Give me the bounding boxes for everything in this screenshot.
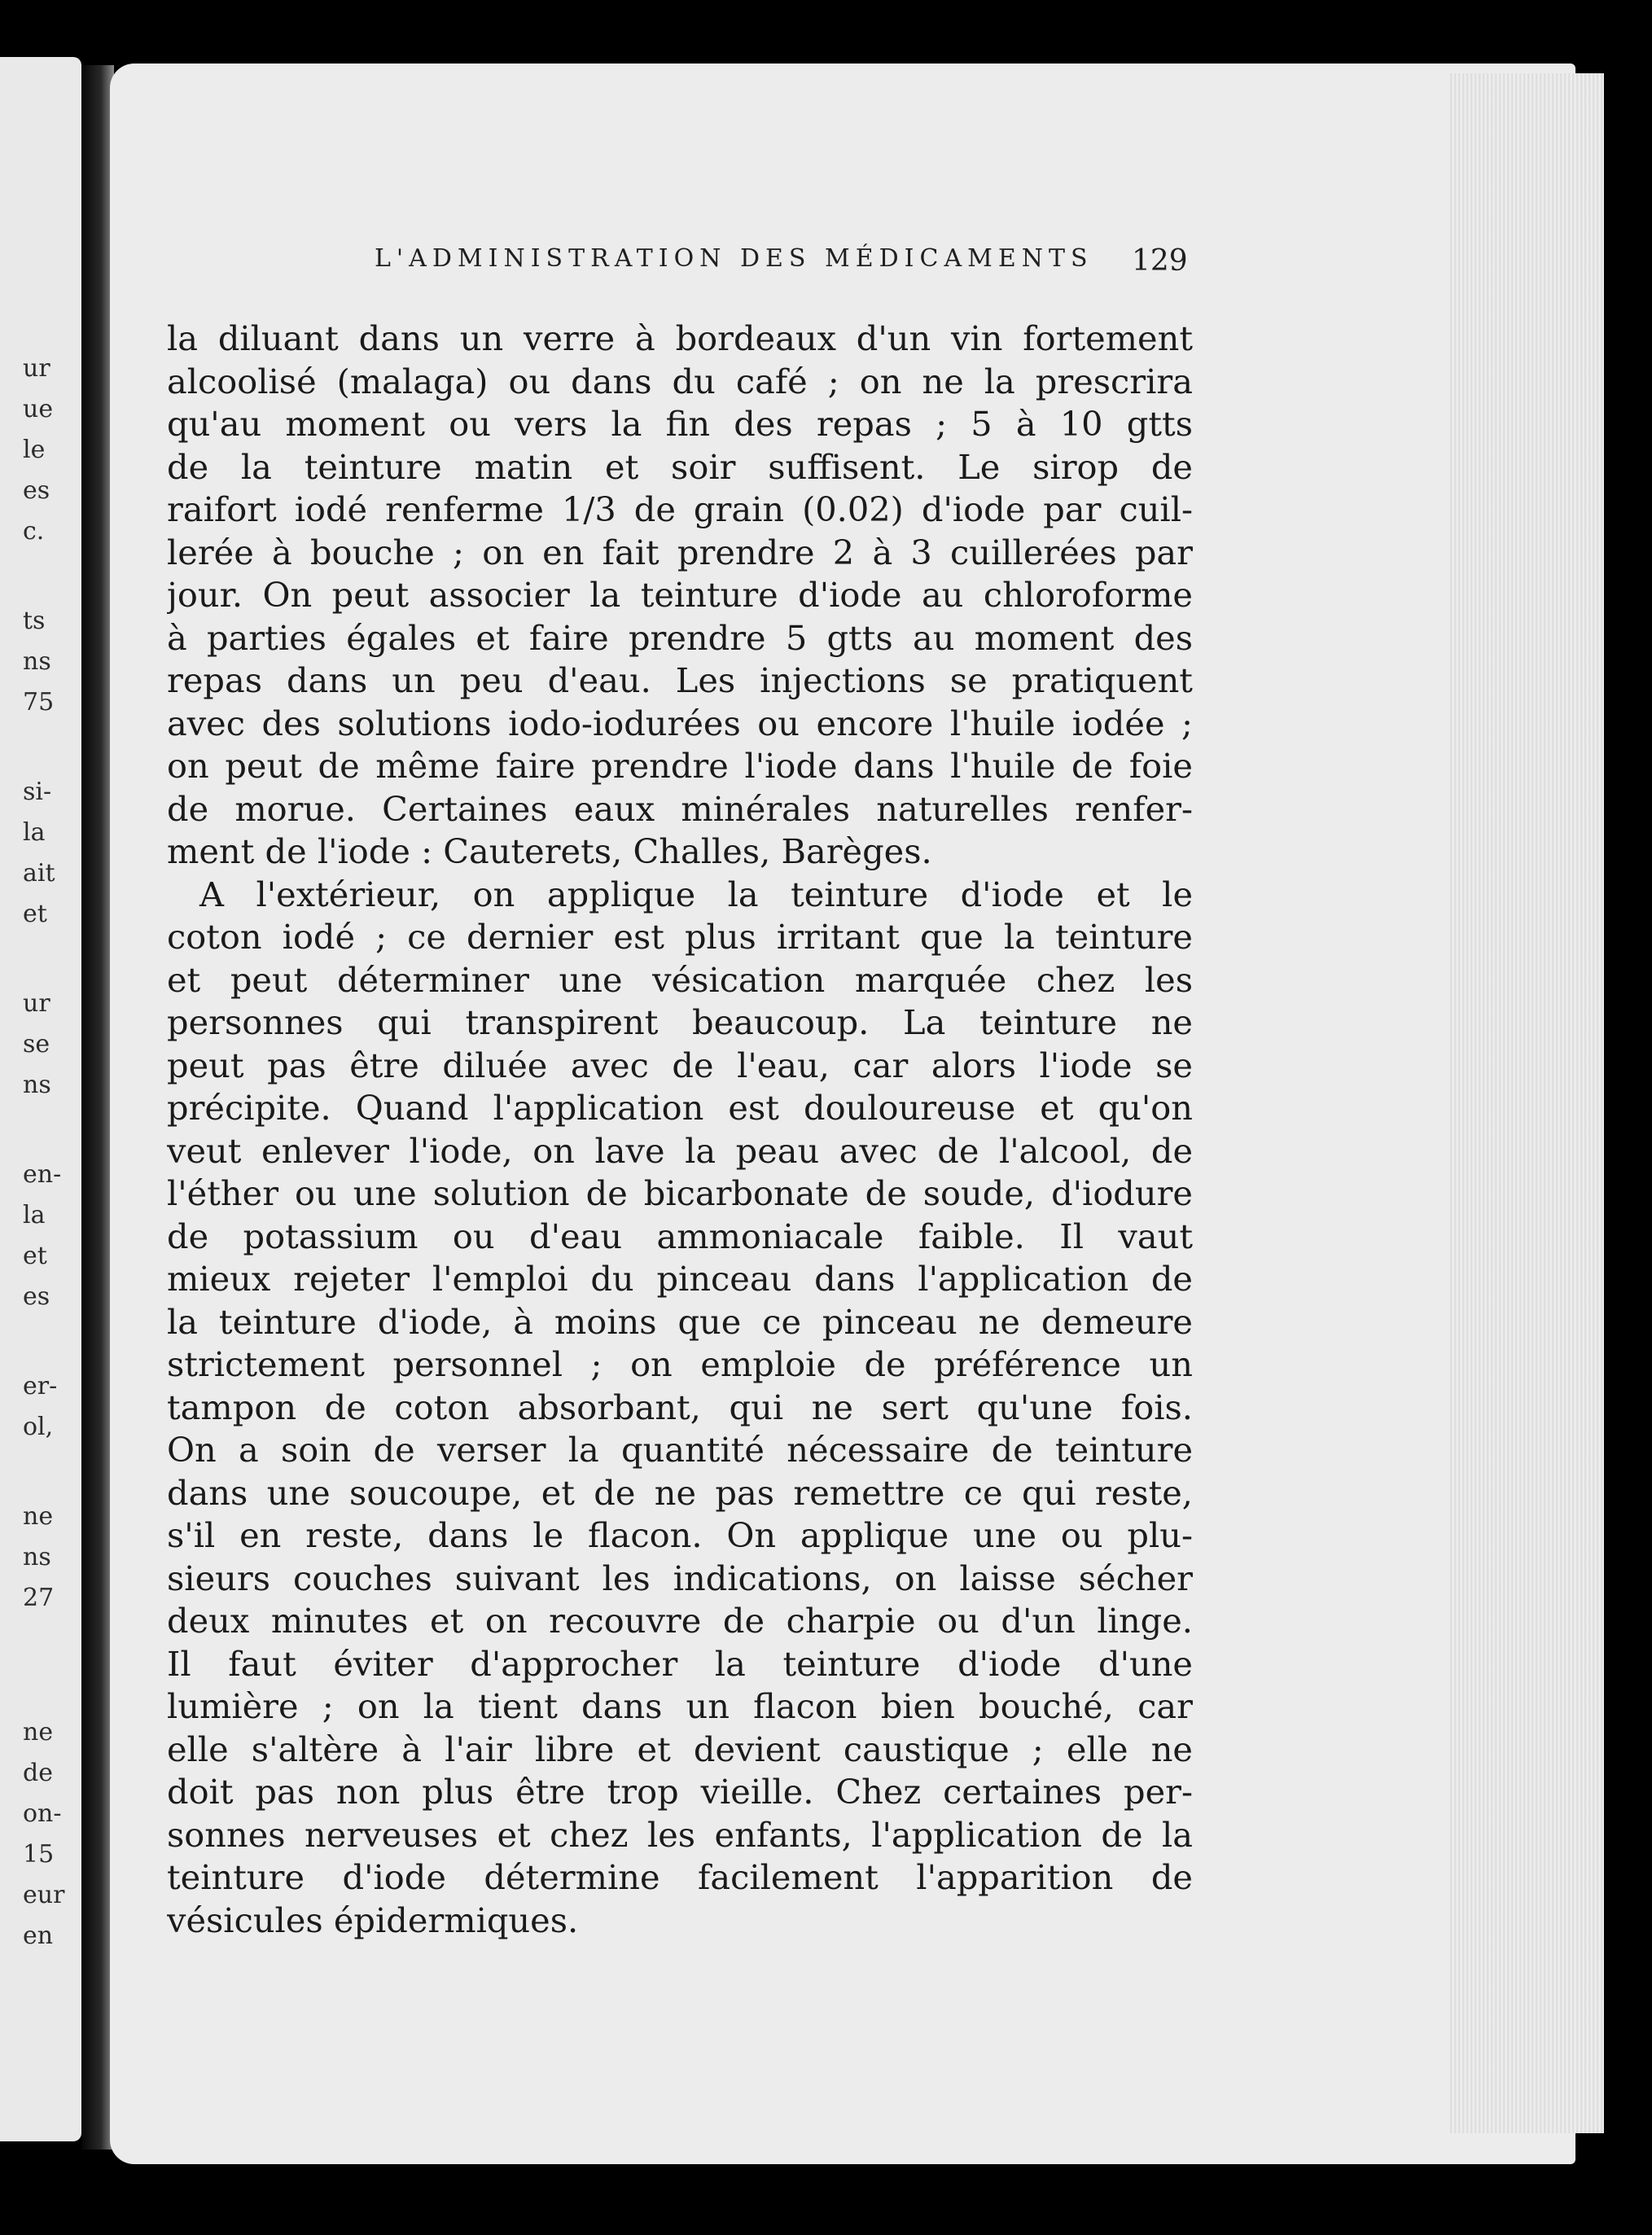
left-fragment: eur: [23, 1881, 65, 1909]
text-line: on peut de même faire prendre l'iode dans l'huile de foie: [167, 746, 1193, 786]
left-fragment: ne: [23, 1718, 54, 1746]
text-line: personnes qui transpirent beaucoup. La teinture ne: [167, 1002, 1193, 1042]
left-fragment: 15: [23, 1840, 55, 1869]
text-line: lerée à bouche ; on en fait prendre 2 à 3 cuillerées par: [167, 532, 1193, 572]
text-line: de potassium ou d'eau ammoniacale faible. Il vaut: [167, 1216, 1193, 1256]
left-fragment: ait: [23, 859, 55, 887]
left-fragment: et: [23, 1242, 47, 1270]
left-fragment: ur: [23, 989, 50, 1018]
running-head: L'ADMINISTRATION DES MÉDICAMENTS: [375, 244, 1093, 273]
text-line: de la teinture matin et soir suffisent. Le sirop de: [167, 446, 1193, 487]
text-line: A l'extérieur, on applique la teinture d'iode et le: [199, 874, 1193, 914]
text-line: mieux rejeter l'emploi du pinceau dans l'application de: [167, 1259, 1193, 1299]
book-spine-gutter: [81, 65, 114, 2150]
text-line: de morue. Certaines eaux minérales naturelles renfer-: [167, 788, 1193, 829]
left-page-fragment: [0, 57, 81, 2141]
left-fragment: on-: [23, 1799, 62, 1828]
text-line: précipite. Quand l'application est douloureuse et qu'on: [167, 1088, 1193, 1128]
left-fragment: la: [23, 818, 46, 847]
left-fragment: 27: [23, 1584, 55, 1612]
left-fragment: er-: [23, 1372, 58, 1400]
text-line: l'éther ou une solution de bicarbonate de soude, d'iodure: [167, 1173, 1193, 1213]
text-line: lumière ; on la tient dans un flacon bien bouché, car: [167, 1686, 1193, 1726]
left-page-margin-text: [7, 57, 78, 2141]
text-line: à parties égales et faire prendre 5 gtts au moment des: [167, 617, 1193, 658]
left-fragment: le: [23, 436, 46, 464]
left-fragment: 75: [23, 688, 55, 717]
text-line: strictement personnel ; on emploie de préférence un: [167, 1344, 1193, 1384]
left-fragment: ue: [23, 395, 54, 423]
left-fragment: ne: [23, 1502, 54, 1531]
left-fragment: et: [23, 900, 47, 928]
left-fragment: ns: [23, 1071, 51, 1099]
text-line: sonnes nerveuses et chez les enfants, l'application de la: [167, 1814, 1193, 1855]
text-line: jour. On peut associer la teinture d'iode au chloroforme: [167, 575, 1193, 615]
text-line: sieurs couches suivant les indications, on laisse sécher: [167, 1558, 1193, 1598]
text-line: qu'au moment ou vers la fin des repas ; 5 à 10 gtts: [167, 404, 1193, 444]
text-line: On a soin de verser la quantité nécessaire de teinture: [167, 1430, 1193, 1470]
left-fragment: de: [23, 1759, 53, 1787]
text-line: coton iodé ; ce dernier est plus irritant que la teinture: [167, 917, 1193, 957]
left-fragment: en: [23, 1922, 54, 1950]
text-line: Il faut éviter d'approcher la teinture d'iode d'une: [167, 1643, 1193, 1684]
text-line: repas dans un peu d'eau. Les injections se pratiquent: [167, 660, 1193, 700]
left-fragment: ns: [23, 1543, 51, 1571]
text-line: peut pas être diluée avec de l'eau, car alors l'iode se: [167, 1045, 1193, 1085]
text-line: ment de l'iode : Cauterets, Challes, Barèges.: [167, 831, 932, 871]
page-number: 129: [1132, 244, 1188, 278]
page-stack-edge: [1449, 73, 1604, 2133]
text-line: vésicules épidermiques.: [167, 1900, 579, 1940]
text-line: doit pas non plus être trop vieille. Chez certaines per-: [167, 1772, 1193, 1812]
text-line: la diluant dans un verre à bordeaux d'un vin fortement: [167, 318, 1193, 358]
left-fragment: se: [23, 1030, 50, 1058]
left-fragment: en-: [23, 1160, 62, 1189]
left-fragment: ur: [23, 354, 50, 383]
left-fragment: c.: [23, 517, 45, 546]
left-fragment: ol,: [23, 1413, 54, 1441]
left-fragment: es: [23, 476, 50, 505]
text-line: alcoolisé (malaga) ou dans du café ; on ne la prescrira: [167, 361, 1193, 401]
left-fragment: si-: [23, 778, 52, 806]
text-line: teinture d'iode détermine facilement l'apparition de: [167, 1857, 1193, 1897]
text-line: dans une soucoupe, et de ne pas remettre ce qui reste,: [167, 1472, 1193, 1513]
text-line: veut enlever l'iode, on lave la peau avec de l'alcool, de: [167, 1130, 1193, 1171]
left-fragment: es: [23, 1282, 50, 1311]
text-line: avec des solutions iodo-iodurées ou encore l'huile iodée ;: [167, 703, 1193, 743]
left-fragment: la: [23, 1201, 46, 1229]
text-line: tampon de coton absorbant, qui ne sert qu'une fois.: [167, 1387, 1193, 1427]
left-fragment: ts: [23, 607, 46, 635]
text-line: raifort iodé renferme 1/3 de grain (0.02) d'iode par cuil-: [167, 489, 1193, 529]
text-line: elle s'altère à l'air libre et devient caustique ; elle ne: [167, 1729, 1193, 1769]
text-line: s'il en reste, dans le flacon. On applique une ou plu-: [167, 1515, 1193, 1555]
left-fragment: ns: [23, 647, 51, 676]
text-line: et peut déterminer une vésication marquée chez les: [167, 959, 1193, 1000]
text-line: la teinture d'iode, à moins que ce pinceau ne demeure: [167, 1301, 1193, 1342]
body-text: [167, 318, 1193, 1942]
text-line: deux minutes et on recouvre de charpie ou d'un linge.: [167, 1601, 1193, 1641]
